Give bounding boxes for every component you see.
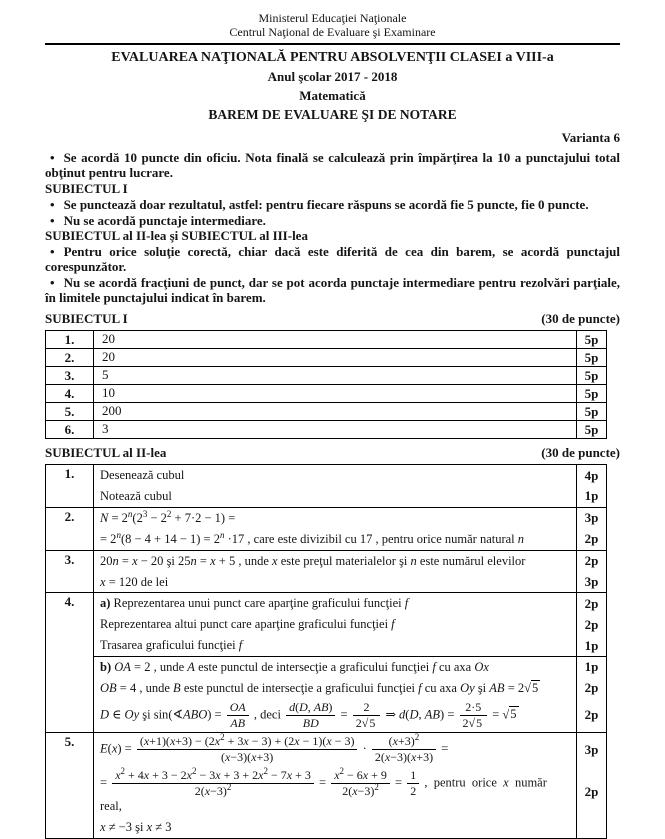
bullet-icon: • <box>50 212 55 228</box>
bullet-icon: • <box>50 149 55 165</box>
header-divider <box>45 43 620 45</box>
grading-note <box>45 276 620 306</box>
subject2-heading <box>45 445 620 461</box>
answer-cell: 20 <box>102 349 115 365</box>
solution-math: D ∈ Oy şi sin(∢ABO) = $\frac{OA}{AB}$ , deci $\frac{d(D, AB)}{BD}$ = $\frac{2}{2√5}$ ⇒ d(D, AB) = $\frac{2\cdot 5}{2√5}$ = √5 <box>100 699 517 730</box>
exam-title: EVALUAREA NAŢIONALĂ PENTRU ABSOLVENŢII CLASEI a VIII-a <box>111 49 554 65</box>
points-cell: 5p <box>576 385 606 402</box>
table-row <box>46 384 606 402</box>
points-cell: 5p <box>576 403 606 420</box>
solution-line <box>94 465 606 486</box>
solution-line <box>94 817 606 838</box>
subject2-table <box>45 464 607 839</box>
table-row <box>46 507 606 550</box>
bullet-icon: • <box>50 244 55 260</box>
solution-math: x = 120 de lei <box>100 574 169 589</box>
solution-line <box>94 657 606 678</box>
points-cell: 5p <box>576 349 606 366</box>
table-row <box>46 348 606 366</box>
question-number: 2. <box>46 508 94 550</box>
question-number: 4. <box>46 593 94 732</box>
table-row <box>46 331 606 348</box>
table-row <box>46 465 606 507</box>
solution-math: Reprezentarea altui punct care aparţine graficului funcţiei f <box>100 617 395 632</box>
answer-cell: 10 <box>102 385 115 401</box>
solution-line <box>94 733 606 766</box>
points-cell: 5p <box>576 421 606 438</box>
grading-note <box>45 198 620 213</box>
answer-cell: 20 <box>102 331 115 347</box>
bullet-icon: • <box>50 275 55 291</box>
grading-note <box>45 151 620 181</box>
points-cell: 2p <box>576 699 606 732</box>
solution-part-b <box>94 656 606 732</box>
grading-note-text: Nu se acordă fracţiuni de punct, dar se pot acorda punctaje intermediare pentru rezolvări parţiale, în limitele punctajului indicat în barem. <box>45 275 620 306</box>
points-cell: 2p <box>576 529 606 550</box>
subject-name: Matematică <box>299 87 366 103</box>
question-number: 4. <box>46 385 94 402</box>
center-name: Centrul Naţional de Evaluare şi Examinare <box>229 25 436 40</box>
solution-line <box>94 767 606 817</box>
solution-math: Trasarea graficului funcţiei f <box>100 638 243 653</box>
points-cell <box>576 817 606 838</box>
question-number: 2. <box>46 349 94 366</box>
section-note-heading: SUBIECTUL I <box>45 180 128 196</box>
points-cell: 2p <box>576 593 606 614</box>
solution-line <box>94 572 606 593</box>
points-cell: 1p <box>576 657 606 678</box>
answer-cell: 3 <box>102 421 109 437</box>
points-cell: 2p <box>576 678 606 699</box>
points-cell: 4p <box>576 465 606 486</box>
question-number: 6. <box>46 421 94 438</box>
solution-line <box>94 508 606 529</box>
table-row <box>46 550 606 593</box>
solution-line <box>94 678 606 699</box>
solution-part-a <box>94 593 606 656</box>
solution-line <box>94 486 606 507</box>
subject1-heading <box>45 311 620 327</box>
table-row <box>46 420 606 438</box>
solution-math: Desenează cubul <box>100 468 185 483</box>
table-row <box>46 592 606 732</box>
variant-label: Varianta 6 <box>561 129 620 145</box>
solution-math: E(x) = $\frac{(x+1)(x+3) - (2x^2 + 3x - 3) + (2x - 1)(x - 3)}{(x-3)(x+3)}$ · $\frac{(x+3)^2}{2(x-3)(x+3)}$ = <box>100 732 449 765</box>
question-number: 1. <box>46 465 94 507</box>
solution-math: Notează cubul <box>100 489 172 504</box>
table-row <box>46 402 606 420</box>
solution-math: $N = 2^n(2^3 - 2^2 + 7\cdot 2 - 1)$ = <box>100 508 236 525</box>
points-cell: 2p <box>576 767 606 817</box>
section-title: SUBIECTUL al II-lea <box>45 445 167 461</box>
question-number: 3. <box>46 367 94 384</box>
question-number: 3. <box>46 551 94 593</box>
points-cell: 3p <box>576 733 606 766</box>
grading-note <box>45 214 620 229</box>
solution-math: = $2^n(8 - 4 + 14 - 1) = 2^n \cdot 17$ , care este divizibil cu 17 , pentru orice număr natural n <box>100 529 525 546</box>
section-note-heading: SUBIECTUL al II-lea şi SUBIECTUL al III-lea <box>45 228 308 244</box>
solution-math: = $\frac{x^2 + 4x + 3 - 2x^2 - 3x + 3 + 2x^2 - 7x + 3}{2(x-3)^2}$ = $\frac{x^2 - 6x + 9}{2(x-3)^2}$ = $\frac{1}{2}$ , pentru orice x număr real, <box>100 765 554 813</box>
section-title: SUBIECTUL I <box>45 311 128 327</box>
points-cell: 2p <box>576 551 606 572</box>
solution-math: a) Reprezentarea unui punct care aparţine graficului funcţiei f <box>100 596 409 611</box>
solution-line <box>94 529 606 550</box>
question-number: 5. <box>46 403 94 420</box>
solution-math: x ≠ −3 şi x ≠ 3 <box>100 819 172 834</box>
points-cell: 5p <box>576 367 606 384</box>
subject1-table <box>45 330 607 439</box>
grading-note-text: Nu se acordă punctaje intermediare. <box>63 212 266 228</box>
grading-note-text: Se acordă 10 puncte din oficiu. Nota finală se calculează prin împărţirea la 10 a punctajului total obţinut pentru lucrare. <box>45 149 620 180</box>
points-cell: 1p <box>576 635 606 656</box>
table-row <box>46 366 606 384</box>
solution-math: 20n = x − 20 şi 25n = x + 5 , unde x este preţul materialelor şi n este numărul elevilor <box>100 553 526 568</box>
solution-line <box>94 551 606 572</box>
table-row <box>46 732 606 838</box>
grading-note <box>45 245 620 275</box>
solution-math: b) OA = 2 , unde A este punctul de intersecţie a graficului funcţiei f cu axa Ox <box>100 660 489 675</box>
answer-cell: 5 <box>102 367 109 383</box>
points-cell: 3p <box>576 508 606 529</box>
question-number: 1. <box>46 331 94 348</box>
ministry-name: Ministerul Educaţiei Naţionale <box>258 11 407 25</box>
section-points: (30 de puncte) <box>541 311 620 327</box>
grading-note-text: Se punctează doar rezultatul, astfel: pentru fiecare răspuns se acordă fie 5 puncte, fie 0 puncte. <box>63 196 589 212</box>
solution-line <box>94 614 606 635</box>
points-cell: 3p <box>576 572 606 593</box>
points-cell: 5p <box>576 331 606 348</box>
bullet-icon: • <box>50 196 55 212</box>
section-points: (30 de puncte) <box>541 445 620 461</box>
barem-title: BAREM DE EVALUARE ŞI DE NOTARE <box>208 106 457 122</box>
points-cell: 1p <box>576 486 606 507</box>
school-year: Anul şcolar 2017 - 2018 <box>267 68 398 84</box>
solution-line <box>94 699 606 732</box>
points-cell: 2p <box>576 614 606 635</box>
answer-cell: 200 <box>102 403 122 419</box>
solution-line <box>94 635 606 656</box>
solution-math: OB = 4 , unde B este punctul de intersecţie a graficului funcţiei f cu axa Oy şi AB = 2√5 <box>100 680 539 695</box>
grading-note-text: Pentru orice soluţie corectă, chiar dacă este diferită de cea din barem, se acordă punctajul corespunzător. <box>45 244 620 275</box>
question-number: 5. <box>46 733 94 838</box>
solution-line <box>94 593 606 614</box>
